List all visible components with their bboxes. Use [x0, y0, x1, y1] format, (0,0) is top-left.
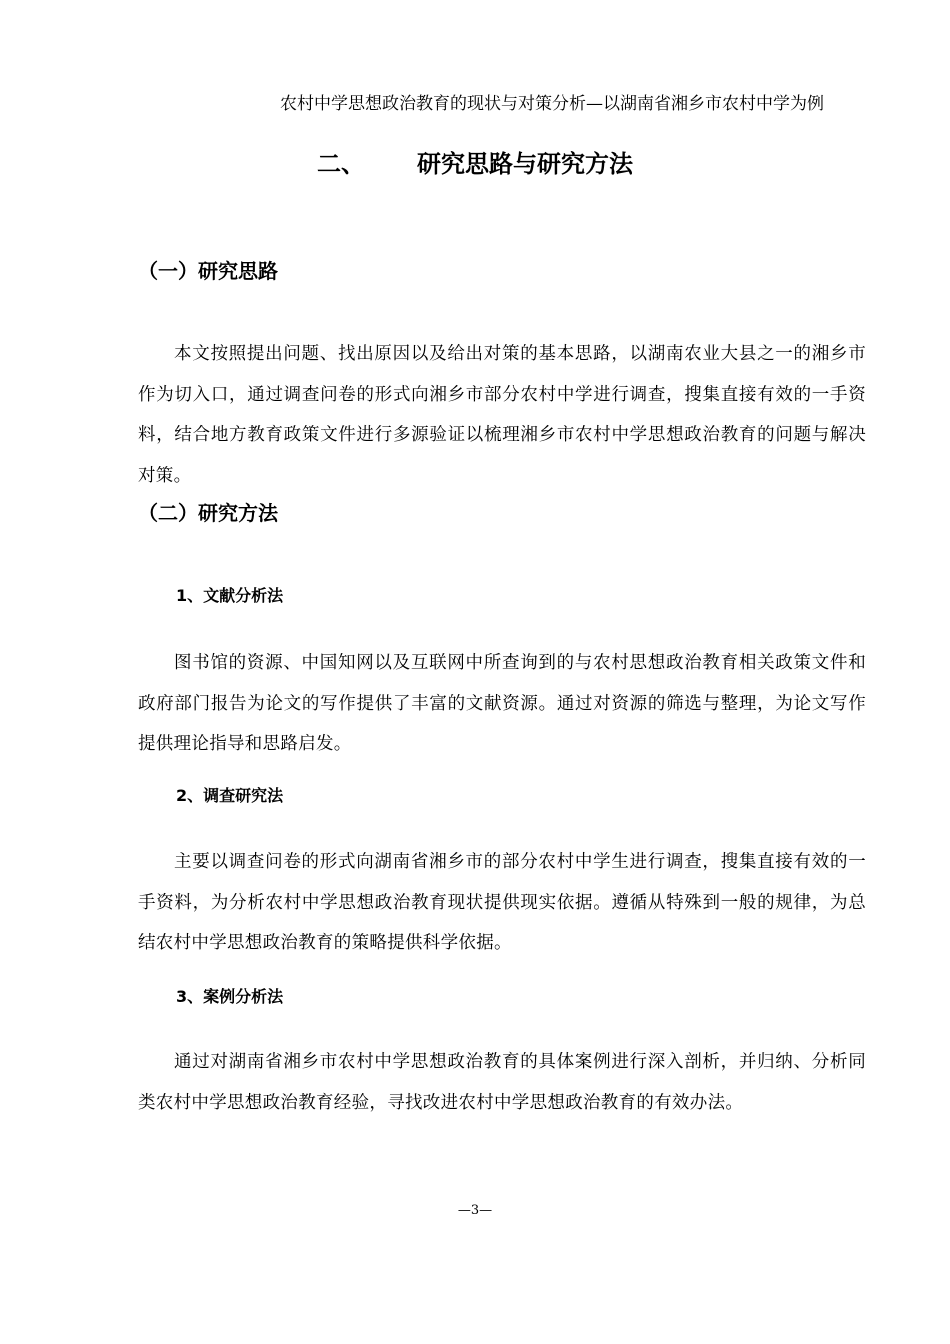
paragraph-research-approach: 本文按照提出问题、找出原因以及给出对策的基本思路，以湖南农业大县之一的湘乡市作为切入口，通过调查问卷的形式向湘乡市部分农村中学进行调查，搜集直接有效的一手资料，结合地方教育政策文件进行多源验证以梳理湘乡市农村中学思想政治教育的问题与解决对策。 — [138, 344, 866, 486]
sub-heading-case-analysis: 3、案例分析法 — [176, 987, 284, 1006]
chapter-title — [0, 146, 950, 182]
page-number: —3— — [457, 1203, 493, 1218]
chapter-number: 二、 — [317, 150, 365, 178]
paragraph-case-analysis: 通过对湖南省湘乡市农村中学思想政治教育的具体案例进行深入剖析，并归纳、分析同类农村中学思想政治教育经验，寻找改进农村中学思想政治教育的有效办法。 — [138, 1052, 866, 1113]
running-header: 农村中学思想政治教育的现状与对策分析—以湖南省湘乡市农村中学为例 — [280, 94, 824, 114]
section-heading-research-methods: （二）研究方法 — [138, 501, 278, 525]
section-heading-research-approach: （一）研究思路 — [138, 259, 278, 283]
chapter-title-text: 研究思路与研究方法 — [417, 150, 633, 178]
sub-heading-literature-analysis: 1、文献分析法 — [176, 586, 284, 605]
paragraph-survey-research: 主要以调查问卷的形式向湖南省湘乡市的部分农村中学生进行调查，搜集直接有效的一手资料，为分析农村中学思想政治教育现状提供现实依据。遵循从特殊到一般的规律，为总结农村中学思想政治教育的策略提供科学依据。 — [138, 852, 866, 953]
paragraph-literature-analysis: 图书馆的资源、中国知网以及互联网中所查询到的与农村思想政治教育相关政策文件和政府部门报告为论文的写作提供了丰富的文献资源。通过对资源的筛选与整理，为论文写作提供理论指导和思路启发。 — [138, 653, 866, 754]
sub-heading-survey-research: 2、调查研究法 — [176, 786, 284, 805]
